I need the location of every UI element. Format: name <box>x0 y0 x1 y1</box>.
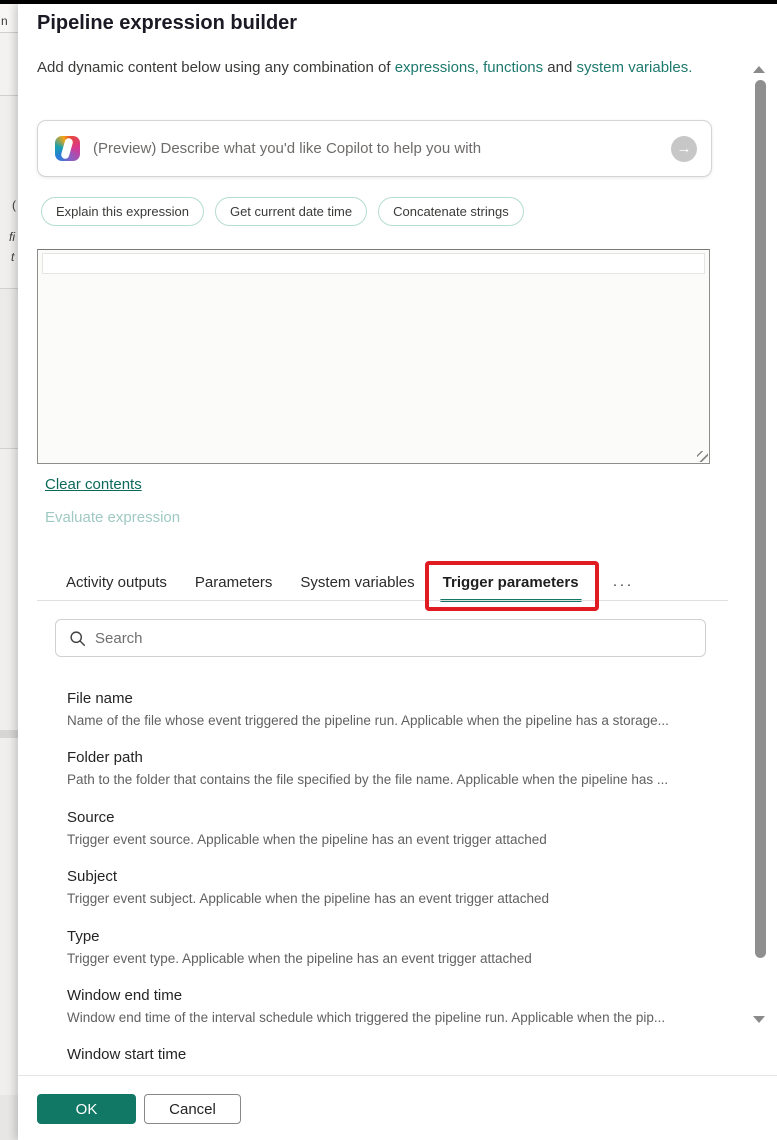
intro-text: Add dynamic content below using any combination of <box>37 59 395 76</box>
param-description: Window end time of the interval schedule which triggered the pipeline run. Applicable when the pip... <box>67 1009 666 1025</box>
pipeline-expression-builder-dialog <box>18 4 777 1140</box>
dialog-intro-text <box>37 59 692 76</box>
list-item-type[interactable] <box>67 918 727 977</box>
suggestion-pill-concat[interactable]: Concatenate strings <box>378 197 524 226</box>
system-variables-link[interactable]: system variables. <box>576 59 693 76</box>
background-block <box>0 33 18 96</box>
param-description: Trigger event source. Applicable when the pipeline has an event trigger attached <box>67 831 547 847</box>
copilot-icon <box>55 136 80 161</box>
param-description: Name of the file whose event triggered the pipeline run. Applicable when the pipeline has a storage... <box>67 713 669 728</box>
param-title: Type <box>67 927 100 945</box>
background-text-fragment: t <box>11 250 15 264</box>
tab-label: Trigger parameters <box>442 574 579 591</box>
expression-editor <box>37 249 710 464</box>
clear-contents-link[interactable]: Clear contents <box>45 476 142 493</box>
expressions-functions-link[interactable]: expressions, functions <box>394 59 544 76</box>
param-description: Trigger event type. Applicable when the pipeline has an event trigger attached <box>67 950 532 966</box>
evaluate-expression-link-disabled: Evaluate expression <box>45 509 181 526</box>
tab-label: Parameters <box>194 574 273 591</box>
param-title: Window start time <box>67 1046 187 1064</box>
tab-divider <box>37 600 728 601</box>
trigger-parameter-list <box>67 680 727 1075</box>
list-item-source[interactable] <box>67 799 727 858</box>
tab-label: System variables <box>300 574 415 591</box>
copilot-send-button[interactable] <box>671 136 697 162</box>
tab-parameters[interactable] <box>181 566 287 600</box>
screen-top-edge <box>0 0 777 4</box>
search-input[interactable] <box>95 630 695 647</box>
param-title: File name <box>67 690 133 707</box>
background-text-fragment: fi <box>9 230 15 244</box>
list-item-window-start-time[interactable] <box>67 1036 727 1075</box>
dialog-footer <box>18 1075 777 1140</box>
search-icon <box>69 630 86 647</box>
list-item-window-end-time[interactable] <box>67 977 727 1036</box>
search-box <box>55 619 706 657</box>
tab-bar <box>52 563 634 600</box>
tab-overflow-button[interactable]: ··· <box>612 576 634 593</box>
scrollbar-up-arrow[interactable] <box>753 66 765 73</box>
scrollbar-down-arrow[interactable] <box>753 1016 765 1023</box>
param-description: Trigger event subject. Applicable when the pipeline has an event trigger attached <box>67 891 550 907</box>
copilot-suggestions <box>41 197 524 226</box>
background-block <box>0 288 18 449</box>
list-item-subject[interactable] <box>67 858 727 917</box>
param-description: Path to the folder that contains the file specified by the file name. Applicable when the pipeline has ... <box>67 772 669 788</box>
tab-system-variables[interactable] <box>286 566 428 600</box>
dialog-title: Pipeline expression builder <box>37 12 298 34</box>
copilot-prompt-input[interactable] <box>93 140 671 157</box>
expression-textarea[interactable] <box>38 250 709 463</box>
background-page-sliver <box>0 4 18 1140</box>
param-title: Source <box>67 808 115 826</box>
background-text-fragment: ( <box>12 198 16 212</box>
list-item-file-name[interactable] <box>67 680 727 739</box>
param-title: Folder path <box>67 749 143 767</box>
ok-button[interactable]: OK <box>37 1094 136 1124</box>
copilot-prompt-box <box>37 120 712 177</box>
tab-activity-outputs[interactable] <box>52 566 181 600</box>
background-block <box>0 1095 18 1140</box>
param-title: Window end time <box>67 986 183 1004</box>
background-block <box>0 730 18 738</box>
param-title: Subject <box>67 868 118 886</box>
resize-grip-icon[interactable] <box>697 451 708 462</box>
cancel-button[interactable]: Cancel <box>144 1094 241 1124</box>
suggestion-pill-explain[interactable]: Explain this expression <box>41 197 204 226</box>
list-item-folder-path[interactable] <box>67 739 727 798</box>
intro-text-and: and <box>543 59 577 76</box>
scrollbar-thumb[interactable] <box>755 80 766 958</box>
tab-trigger-parameters[interactable] <box>429 566 593 600</box>
background-text-fragment: n <box>1 14 8 28</box>
tab-label: Activity outputs <box>66 574 167 591</box>
suggestion-pill-date[interactable]: Get current date time <box>215 197 367 226</box>
arrow-right-icon: → <box>676 139 692 157</box>
